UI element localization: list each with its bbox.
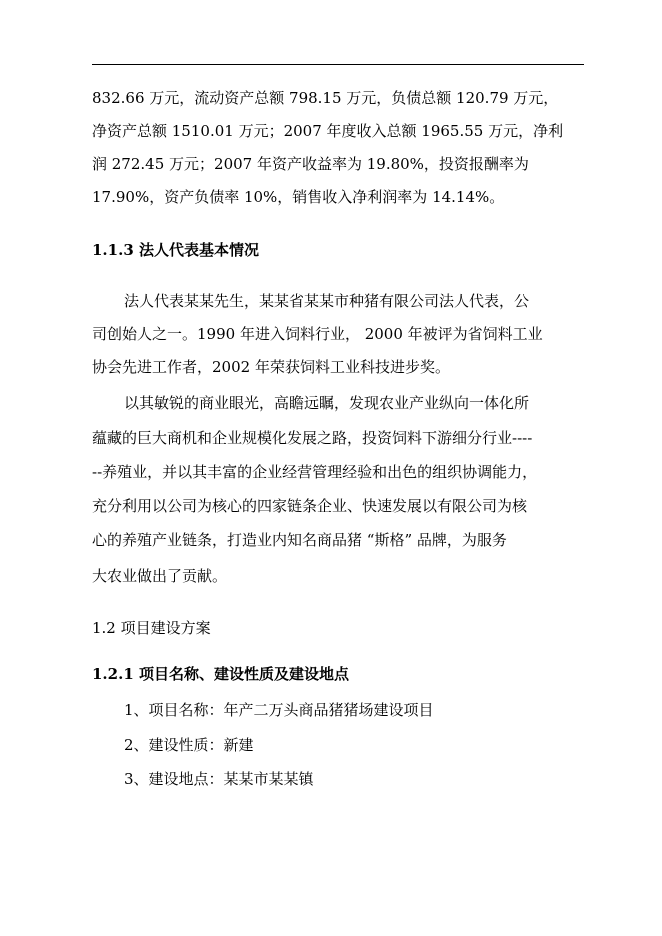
rep2-line-5: 心的养殖产业链条，打造业内知名商品猪 “斯格” 品牌，为服务: [92, 531, 507, 549]
project-item-location: 3、建设地点：某某市某某镇: [124, 770, 314, 788]
rep1-line-2: 司创始人之一。1990 年进入饲料行业， 2000 年被评为省饲料工业: [92, 325, 543, 343]
rep1-line-3: 协会先进工作者，2002 年荣获饲料工业科技进步奖。: [92, 358, 450, 376]
rep2-line-6: 大农业做出了贡献。: [92, 567, 228, 585]
heading-1-2: 1.2 项目建设方案: [92, 619, 211, 637]
project-item-nature: 2、建设性质：新建: [124, 736, 254, 754]
rep2-line-4: 充分利用以公司为核心的四家链条企业、快速发展以有限公司为核: [92, 497, 528, 515]
rep2-line-3: --养殖业，并以其丰富的企业经营管理经验和出色的组织协调能力，: [92, 463, 538, 481]
rep2-line-1: 以其敏锐的商业眼光，高瞻远瞩，发现农业产业纵向一体化所: [124, 394, 530, 412]
heading-1-2-1: 1.2.1 项目名称、建设性质及建设地点: [92, 665, 349, 683]
financials-line-1: 832.66 万元，流动资产总额 798.15 万元，负债总额 120.79 万元，: [92, 89, 559, 107]
financials-line-3: 润 272.45 万元；2007 年资产收益率为 19.80%，投资报酬率为: [92, 155, 529, 173]
financials-line-2: 净资产总额 1510.01 万元；2007 年度收入总额 1965.55 万元，净利: [92, 122, 564, 140]
project-item-name: 1、项目名称：年产二万头商品猪猪场建设项目: [124, 701, 434, 719]
financials-line-4: 17.90%，资产负债率 10%，销售收入净利润率为 14.14%。: [92, 188, 505, 206]
rep2-line-2: 蕴藏的巨大商机和企业规模化发展之路，投资饲料下游细分行业----: [92, 429, 533, 447]
rep1-line-1: 法人代表某某先生，某某省某某市种猪有限公司法人代表，公: [124, 292, 530, 310]
heading-1-1-3: 1.1.3 法人代表基本情况: [92, 241, 259, 259]
header-rule: [92, 64, 584, 65]
